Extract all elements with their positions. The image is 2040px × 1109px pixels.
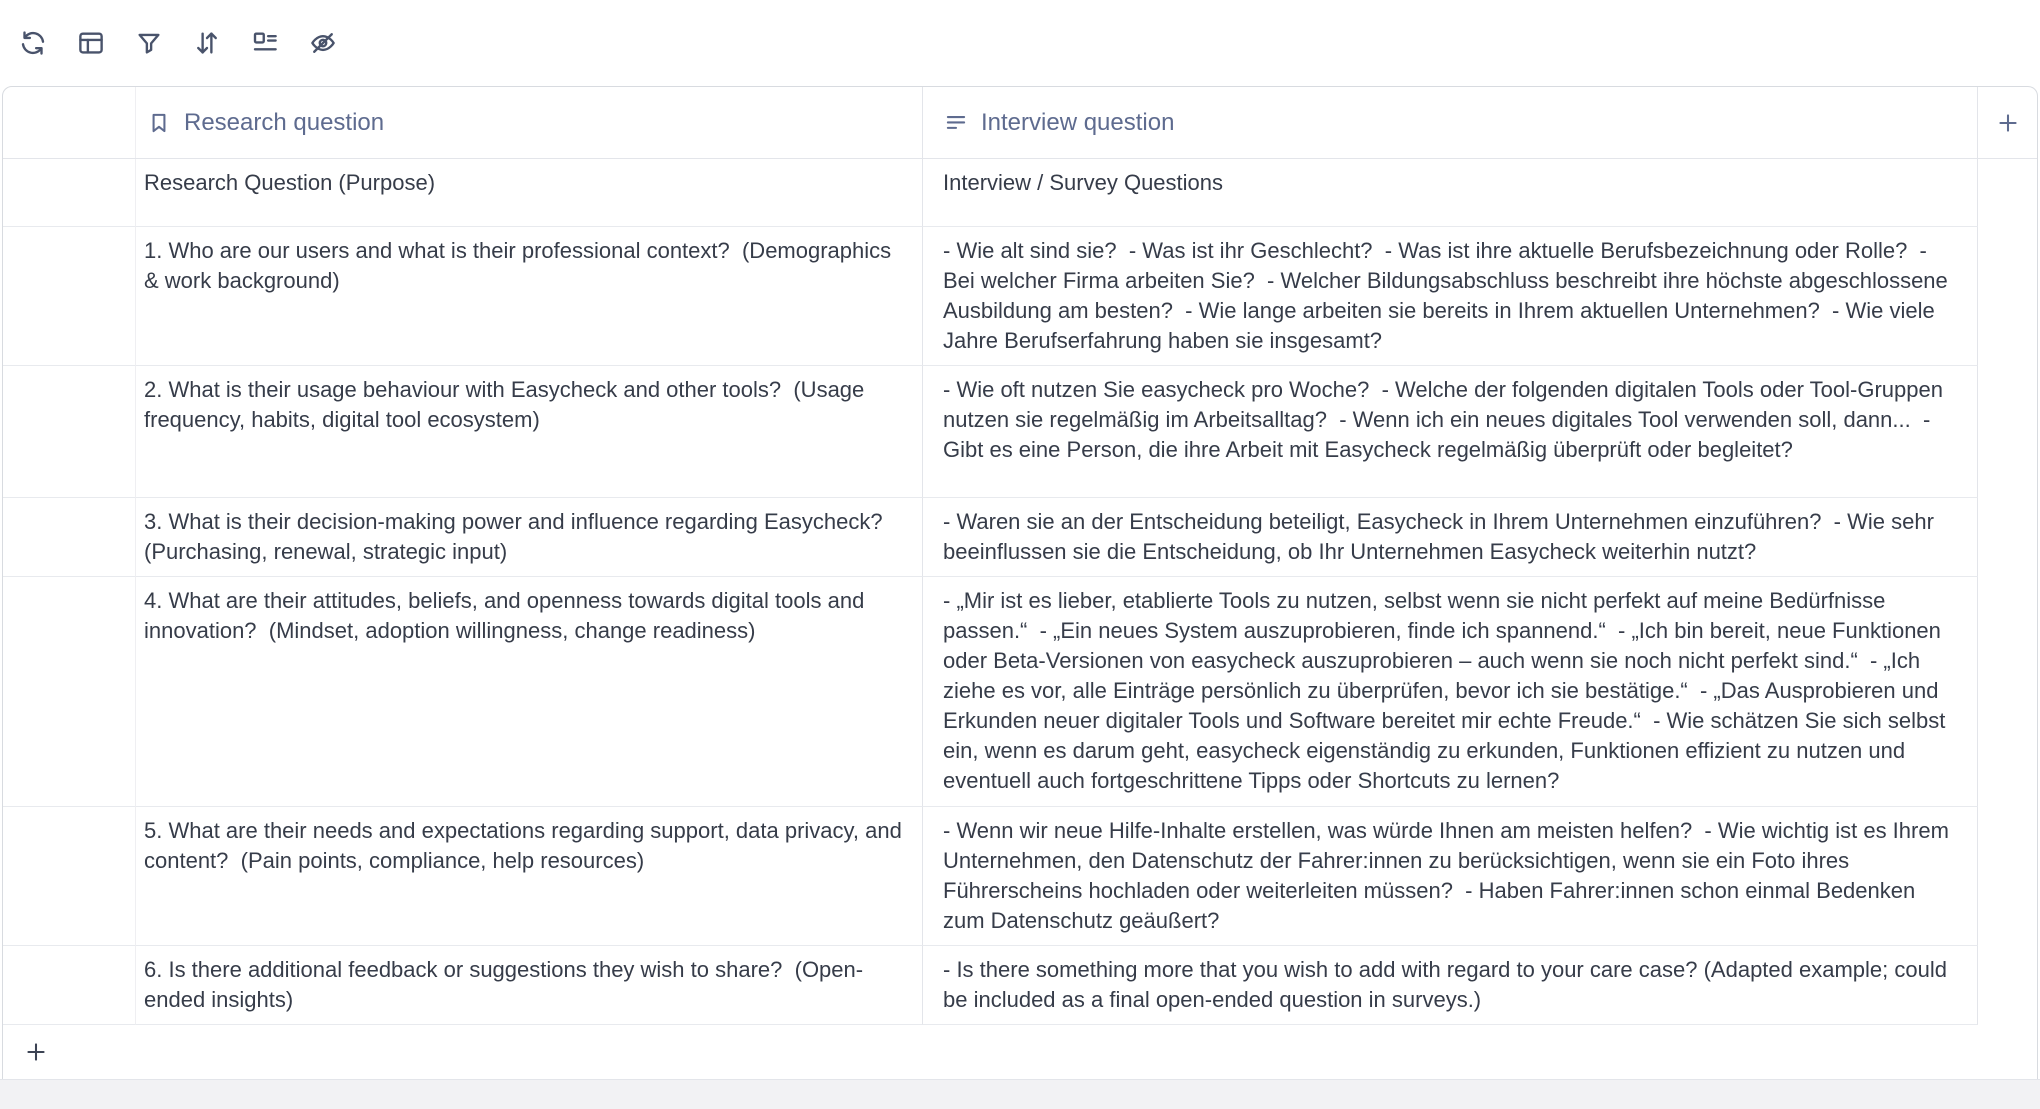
plus-icon [23, 1039, 49, 1065]
sort-icon[interactable] [192, 28, 222, 58]
cell-research-question[interactable]: 6. Is there additional feedback or suggestions they wish to share? (Open-ended insights) [136, 946, 923, 1025]
row-gutter[interactable] [3, 577, 136, 807]
table-row [3, 366, 2037, 498]
row-spacer [1978, 946, 2037, 1025]
cell-interview-question[interactable]: - Wenn wir neue Hilfe-Inhalte erstellen, was würde Ihnen am meisten helfen? - Wie wichtig ist es Ihrem Unternehmen, den Datenschutz der Fahrer:innen zu berücksichtigen, wenn sie ein Foto ihres Führerscheins hochladen oder weiterleiten müssen? - Haben Fahrer:innen schon einmal Bedenken zum Datenschutz geäußert? [923, 807, 1978, 946]
cell-interview-question[interactable]: - Is there something more that you wish to add with regard to your care case? (Adapted example; could be included as a final open-ended question in surveys.) [923, 946, 1978, 1025]
bookmark-icon [146, 110, 172, 136]
row-gutter[interactable] [3, 498, 136, 577]
row-spacer [1978, 159, 2037, 227]
add-row-button[interactable] [23, 1039, 49, 1065]
cell-interview-question[interactable]: - Wie alt sind sie? - Was ist ihr Geschlecht? - Was ist ihre aktuelle Berufsbezeichnung oder Rolle? - Bei welcher Firma arbeiten Sie? - Welcher Bildungsabschluss beschreibt ihre höchste abgeschlossene Ausbildung am besten? - Wie lange arbeiten sie bereits in Ihrem aktuellen Unternehmen? - Wie viele Jahre Berufserfahrung haben sie insgesamt? [923, 227, 1978, 366]
column-label: Research question [184, 108, 385, 136]
group-by-icon[interactable] [250, 28, 280, 58]
cell-research-question[interactable]: Research Question (Purpose) [136, 159, 923, 227]
cell-interview-question[interactable]: - „Mir ist es lieber, etablierte Tools zu nutzen, selbst wenn sie nicht perfekt auf meine Bedürfnisse passen.“ - „Ein neues System auszuprobieren, finde ich spannend.“ - „Ich bin bereit, neue Funktionen oder Beta-Versionen von easycheck auszuprobieren – auch wenn sie noch nicht perfekt sind.“ - „Ich ziehe es vor, alle Einträge persönlich zu überprüfen, bevor ich sie bestätige.“ - „Das Ausprobieren und Erkunden neuer digitaler Tools und Software bereitet mir echte Freude.“ - Wie schätzen Sie sich selbst ein, wenn es darum geht, easycheck eigenständig zu erkunden, Funktionen effizient zu nutzen und eventuell auch fortgeschrittene Tipps oder Shortcuts zu lernen? [923, 577, 1978, 807]
align-left-icon [943, 110, 969, 136]
refresh-icon[interactable] [18, 28, 48, 58]
row-gutter[interactable] [3, 366, 136, 498]
row-spacer [1978, 498, 2037, 577]
cell-research-question[interactable]: 4. What are their attitudes, beliefs, and openness towards digital tools and innovation? (Mindset, adoption willingness, change readiness) [136, 577, 923, 807]
cell-research-question[interactable]: 5. What are their needs and expectations regarding support, data privacy, and content? (Pain points, compliance, help resources) [136, 807, 923, 946]
view-toolbar [0, 0, 2040, 86]
row-gutter[interactable] [3, 227, 136, 366]
table-row [3, 498, 2037, 577]
add-column-button[interactable] [1995, 110, 2021, 136]
row-gutter[interactable] [3, 159, 136, 227]
row-spacer [1978, 227, 2037, 366]
filter-icon[interactable] [134, 28, 164, 58]
grid-body [3, 159, 2037, 1025]
table-row [3, 227, 2037, 366]
cell-research-question[interactable]: 2. What is their usage behaviour with Easycheck and other tools? (Usage frequency, habits, digital tool ecosystem) [136, 366, 923, 498]
hide-fields-icon[interactable] [308, 28, 338, 58]
cell-research-question[interactable]: 3. What is their decision-making power and influence regarding Easycheck? (Purchasing, renewal, strategic input) [136, 498, 923, 577]
grid-header-row [3, 87, 2037, 159]
plus-icon [1995, 110, 2021, 136]
cell-interview-question[interactable]: - Waren sie an der Entscheidung beteiligt, Easycheck in Ihrem Unternehmen einzuführen? - Wie sehr beeinflussen sie die Entscheidung, ob Ihr Unternehmen Easycheck weiterhin nutzt? [923, 498, 1978, 577]
layout-icon[interactable] [76, 28, 106, 58]
cell-interview-question[interactable]: Interview / Survey Questions [923, 159, 1978, 227]
column-header-research-question[interactable] [136, 87, 923, 158]
add-row-bar [3, 1025, 2037, 1079]
table-row [3, 159, 2037, 227]
data-grid [2, 86, 2038, 1080]
column-header-interview-question[interactable] [923, 87, 1978, 158]
row-spacer [1978, 366, 2037, 498]
row-gutter[interactable] [3, 807, 136, 946]
table-row [3, 807, 2037, 946]
page-background-strip [0, 1079, 2040, 1109]
cell-interview-question[interactable]: - Wie oft nutzen Sie easycheck pro Woche? - Welche der folgenden digitalen Tools oder Tool-Gruppen nutzen sie regelmäßig im Arbeitsalltag? - Wenn ich ein neues digitales Tool verwenden soll, dann... - Gibt es eine Person, die ihre Arbeit mit Easycheck regelmäßig überprüft oder begleitet? [923, 366, 1978, 498]
table-row [3, 577, 2037, 807]
row-spacer [1978, 807, 2037, 946]
row-gutter[interactable] [3, 946, 136, 1025]
column-label: Interview question [981, 108, 1175, 136]
row-gutter-header [3, 87, 136, 158]
table-row [3, 946, 2037, 1025]
cell-research-question[interactable]: 1. Who are our users and what is their professional context? (Demographics & work background) [136, 227, 923, 366]
row-spacer [1978, 577, 2037, 807]
